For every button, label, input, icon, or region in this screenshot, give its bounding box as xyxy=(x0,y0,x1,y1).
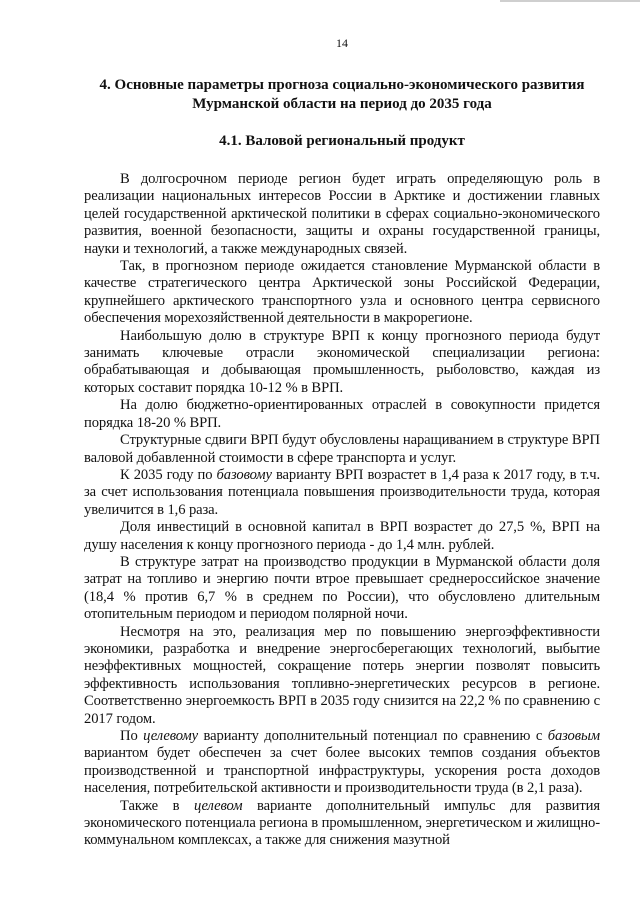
paragraph-10-italic-b: базовым xyxy=(547,728,600,744)
paragraph-11-italic: целевом xyxy=(193,797,243,814)
paragraph-3: Наибольшую долю в структуре ВРП к концу прогнозного периода будут занимать ключевые отрасли экономической специализации региона: обрабатывающая и добывающая промышленность, рыболовство, каждая из которых составит порядка 10-12 % в ВРП. xyxy=(84,327,600,396)
paragraph-5: Структурные сдвиги ВРП будут обусловлены наращиванием в структуре ВРП валовой добавленной стоимости в сфере транспорта и услуг. xyxy=(84,432,600,466)
paragraph-9: Несмотря на это, реализация мер по повышению энергоэффективности экономики, разработка и внедрение энергосберегающих технологий, выбытие неэффективных мощностей, сокращение потерь энергии позволят повысить эффективность использования топливно-энергетических ресурсов в регионе. Соответственно энергоемкость ВРП в 2035 году снизится на 22,2 % по сравнению с 2017 годом. xyxy=(84,623,600,727)
paragraph-6-text-a: К 2035 году по xyxy=(120,466,217,483)
paragraph-1: В долгосрочном периоде регион будет играть определяющую роль в реализации национальных интересов России в Арктике и достижении главных целей государственной арктической политики в сферах социально-экономического развития, военной безопасности, защиты и охраны государственной границы, науки и технологий, а также международных связей. xyxy=(84,171,600,257)
paragraph-8: В структуре затрат на производство продукции в Мурманской области доля затрат на топливо и энергию почти втрое превышает среднероссийское значение (18,4 % против 6,7 % в среднем по России), что обусловлено длительным отопительным периодом и периодом полярной ночи. xyxy=(84,553,600,623)
document-page xyxy=(84,0,600,850)
paragraph-10-italic-a: целевому xyxy=(143,728,199,744)
paragraph-10-text-a: По xyxy=(120,728,144,744)
section-title-line-1: 4. Основные параметры прогноза социально-экономического развития xyxy=(99,77,585,93)
paragraph-11-text-a: Также в xyxy=(120,797,194,814)
paragraph-4: На долю бюджетно-ориентированных отраслей в совокупности придется порядка 18-20 % ВРП. xyxy=(84,397,600,431)
subsection-title: 4.1. Валовой региональный продукт xyxy=(219,133,465,149)
paragraph-10-text-b: варианту дополнительный потенциал по сравнению с xyxy=(198,728,548,744)
paragraph-10 xyxy=(84,728,600,798)
paragraph-2: Так, в прогнозном периоде ожидается становление Мурманской области в качестве стратегического центра Арктической зоны Российской Федерации, крупнейшего арктического транспортного узла и основного центра сервисного обеспечения морехозяйственной деятельности в макрорегионе. xyxy=(84,258,600,327)
paragraph-10-text-c: вариантом будет обеспечен за счет более высоких темпов создания объектов производственной и транспортной инфраструктуры, ускорения роста доходов населения, потребительской активности и производительности труда (в 2,1 раза). xyxy=(84,745,600,797)
section-title-line-2: Мурманской области на период до 2035 года xyxy=(192,96,492,112)
paragraph-7: Доля инвестиций в основной капитал в ВРП возрастет до 27,5 %, ВРП на душу населения к концу прогнозного периода - до 1,4 млн. рублей. xyxy=(84,519,600,553)
paragraph-6-italic: базовому xyxy=(216,466,272,483)
paragraph-6-text-b: варианту ВРП возрастет в 1,4 раза к 2017 году, в т.ч. за счет использования потенциала повышения производительности труда, которая увеличится в 1,6 раза. xyxy=(84,466,601,518)
paragraph-11-text-b: варианте дополнительный импульс для развития экономического потенциала региона в промышленном, энергетическом и жилищно-коммунальном комплексах, а также для снижения мазутной xyxy=(84,797,600,849)
paragraph-6 xyxy=(84,467,600,519)
section-title xyxy=(84,76,600,114)
paragraph-11 xyxy=(84,798,600,850)
page-number: 14 xyxy=(336,36,348,50)
